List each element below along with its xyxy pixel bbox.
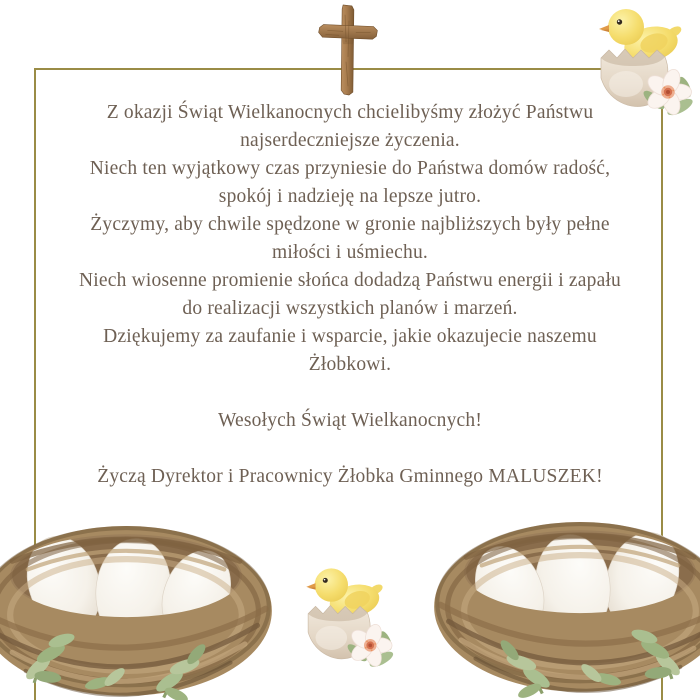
chick-in-eggshell-icon [296,560,400,675]
message-line-1: Z okazji Świąt Wielkanocnych chcielibyśmy złożyć Państwu [106,102,594,123]
wooden-cross-icon [315,3,381,97]
message-line-3: Niech ten wyjątkowy czas przyniesie do Państwa domów radość, [89,158,611,179]
nest-with-eggs-icon [430,482,700,700]
message-line-6: miłości i uśmiechu. [272,242,428,263]
message-line-7: Niech wiosenne promienie słońca dodadzą Państwu energii i zapału [78,270,622,291]
message-line-8: do realizacji wszystkich planów i marzeń. [182,298,518,319]
chick-in-eggshell-icon [588,0,700,124]
message-line-5: Życzymy, aby chwile spędzone w gronie najbliższych były pełne [90,214,610,235]
signature-line: Życzą Dyrektor i Pracownicy Żłobka Gminnego MALUSZEK! [97,466,603,487]
nest-with-eggs-icon [0,486,276,700]
message-line-2: najserdeczniejsze życzenia. [240,130,460,151]
message-line-9: Dziękujemy za zaufanie i wsparcie, jakie okazujecie naszemu [103,326,597,347]
message-line-10: Żłobkowi. [308,354,392,375]
greeting-message [40,99,660,491]
message-line-4: spokój i nadzieję na lepsze jutro. [218,186,482,207]
easter-greeting-line: Wesołych Świąt Wielkanocnych! [217,410,483,431]
